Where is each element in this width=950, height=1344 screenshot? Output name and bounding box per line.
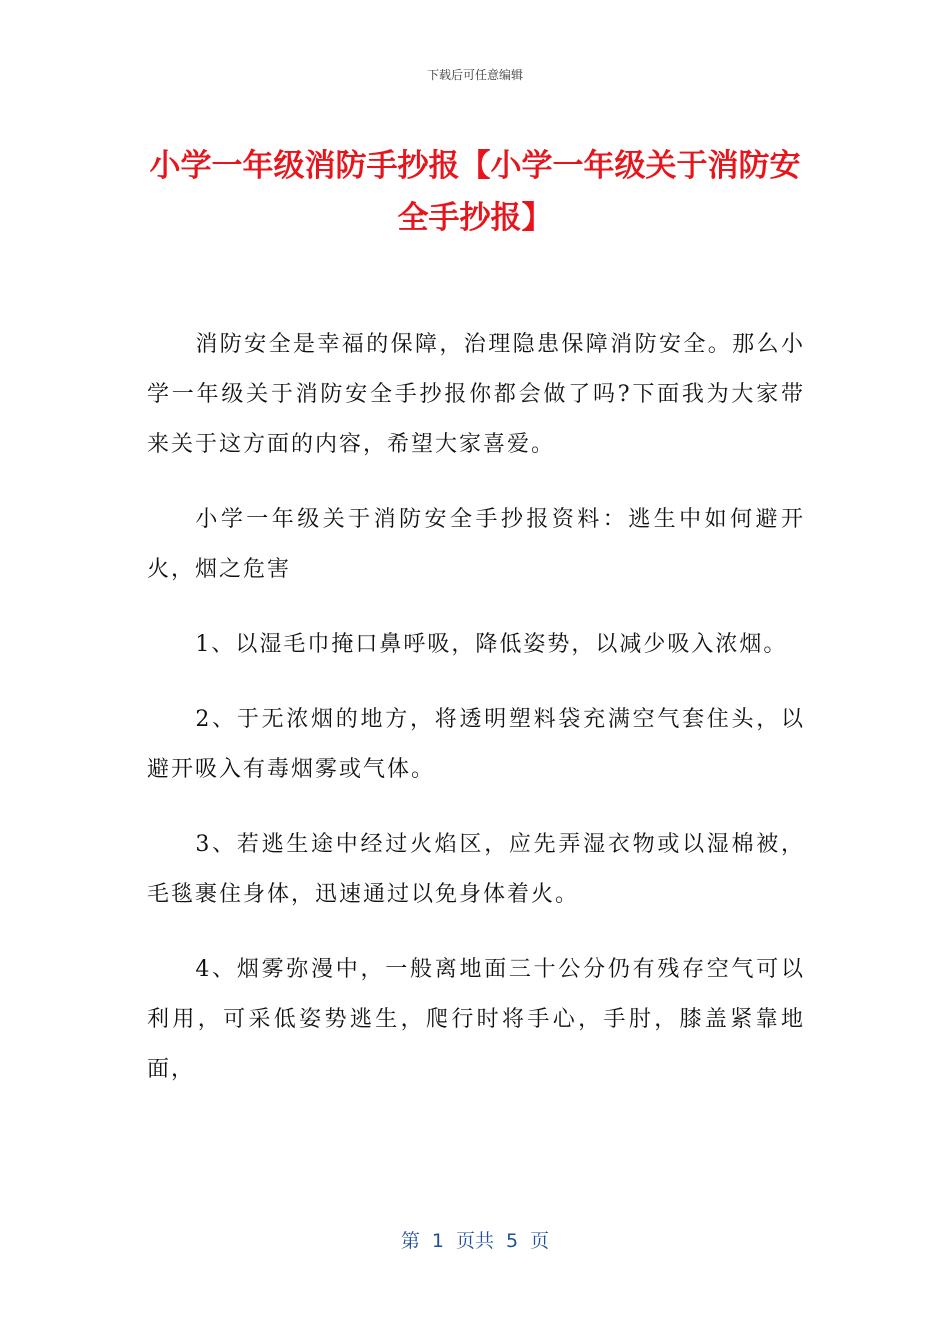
page-prefix: 第 — [400, 1230, 420, 1252]
document-body — [147, 320, 805, 1120]
paragraph-item-4: 4、烟雾弥漫中，一般离地面三十公分仍有残存空气可以利用，可采低姿势逃生，爬行时将手心，手肘，膝盖紧靠地面， — [147, 957, 805, 1082]
page-mid-label: 页共 — [455, 1230, 494, 1252]
current-page-number: 1 — [431, 1230, 444, 1252]
paragraph-intro: 消防安全是幸福的保障，治理隐患保障消防安全。那么小学一年级关于消防安全手抄报你都会做了吗?下面我为大家带来关于这方面的内容，希望大家喜爱。 — [147, 332, 805, 457]
document-title: 小学一年级消防手抄报【小学一年级关于消防安全手抄报】 — [149, 148, 801, 236]
paragraph-section-heading: 小学一年级关于消防安全手抄报资料：逃生中如何避开火，烟之危害 — [147, 507, 805, 582]
header-note: 下载后可任意编辑 — [426, 68, 523, 82]
paragraph-item-2: 2、于无浓烟的地方，将透明塑料袋充满空气套住头，以避开吸入有毒烟雾或气体。 — [147, 707, 805, 782]
page-footer — [0, 1226, 950, 1253]
paragraph-item-1: 1、以湿毛巾掩口鼻呼吸，降低姿势，以减少吸入浓烟。 — [195, 632, 788, 657]
total-pages-number: 5 — [506, 1230, 519, 1252]
paragraph-item-3: 3、若逃生途中经过火焰区，应先弄湿衣物或以湿棉被，毛毯裹住身体，迅速通过以免身体着火。 — [147, 832, 805, 907]
page-suffix: 页 — [530, 1230, 550, 1252]
